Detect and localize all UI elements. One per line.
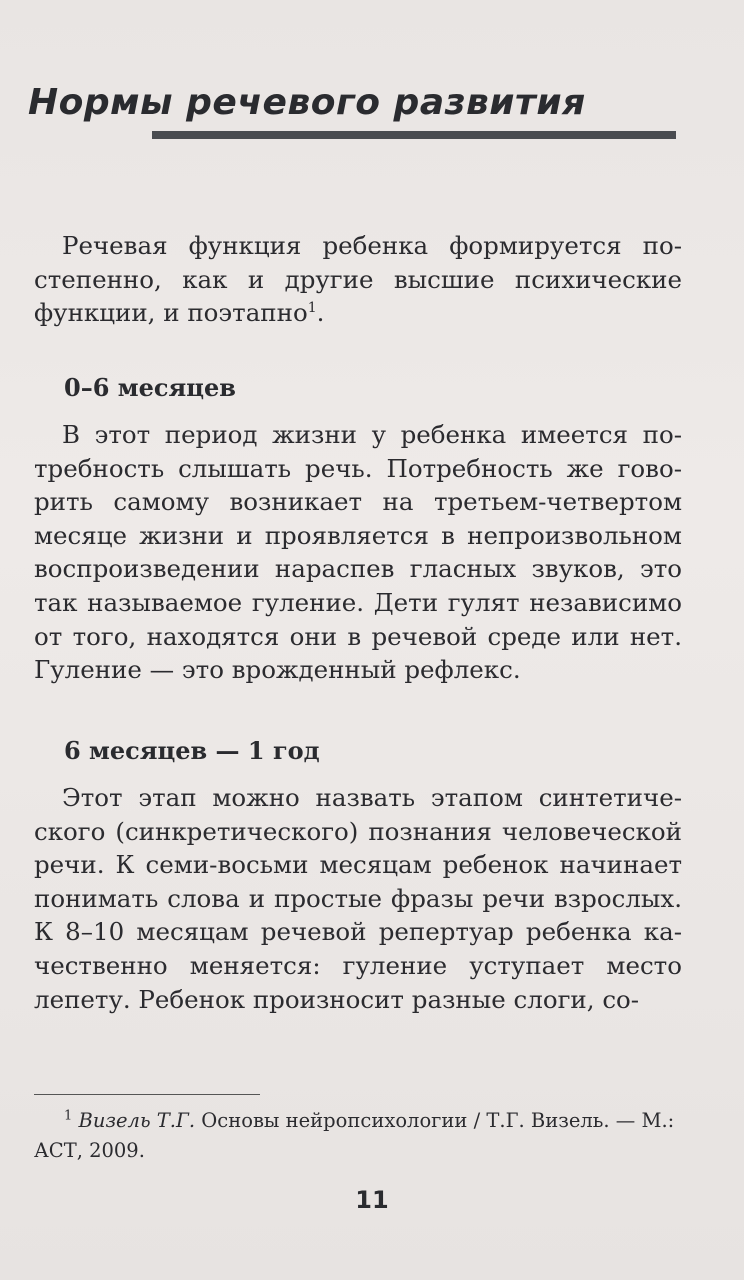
footnote-mark: 1 bbox=[64, 1108, 73, 1124]
footnote-author: Визель Т.Г. bbox=[78, 1109, 196, 1132]
title-underline bbox=[152, 131, 676, 139]
footnote-reference: 1 bbox=[307, 300, 317, 317]
section-heading-0-6-months: 0–6 месяцев bbox=[64, 373, 236, 402]
intro-tail: . bbox=[316, 298, 325, 328]
page-number: 11 bbox=[355, 1186, 389, 1214]
intro-text: Речевая функция ребенка формируется постепенно, как и другие высшие психические функции, и поэтапно bbox=[34, 231, 682, 328]
section-text-0-6-months: В этот период жизни у ребенка имеется потребность слышать речь. Потребность же говорить самому возникает на третьем-четвертом месяце жизни и проявляется в непроизвольном воспроизведении нараспев гласных звуков, это так называемое гуление. Дети гулят независимо от того, находятся они в речевой среде или нет. Гуление — это врожденный рефлекс. bbox=[34, 420, 682, 685]
chapter-title: Нормы речевого развития bbox=[28, 82, 586, 123]
footnote bbox=[34, 1106, 694, 1166]
section-heading-6-months-1-year: 6 месяцев — 1 год bbox=[64, 736, 320, 765]
footnote-text: Основы нейропсихологии / Т.Г. Визель. — М.: АСТ, 2009. bbox=[34, 1109, 675, 1162]
footnote-divider bbox=[34, 1094, 260, 1095]
section-text-6-months-1-year: Этот этап можно назвать этапом синтетического (синкретического) познания человеческой речи. К семи-восьми месяцам ребенок начинает понимать слова и простые фразы речи взрослых. К 8–10 месяцам речевой репертуар ребенка качественно меняется: гуление уступает место лепету. Ребенок произносит разные слоги, со- bbox=[34, 783, 682, 1014]
intro-paragraph bbox=[34, 229, 682, 330]
